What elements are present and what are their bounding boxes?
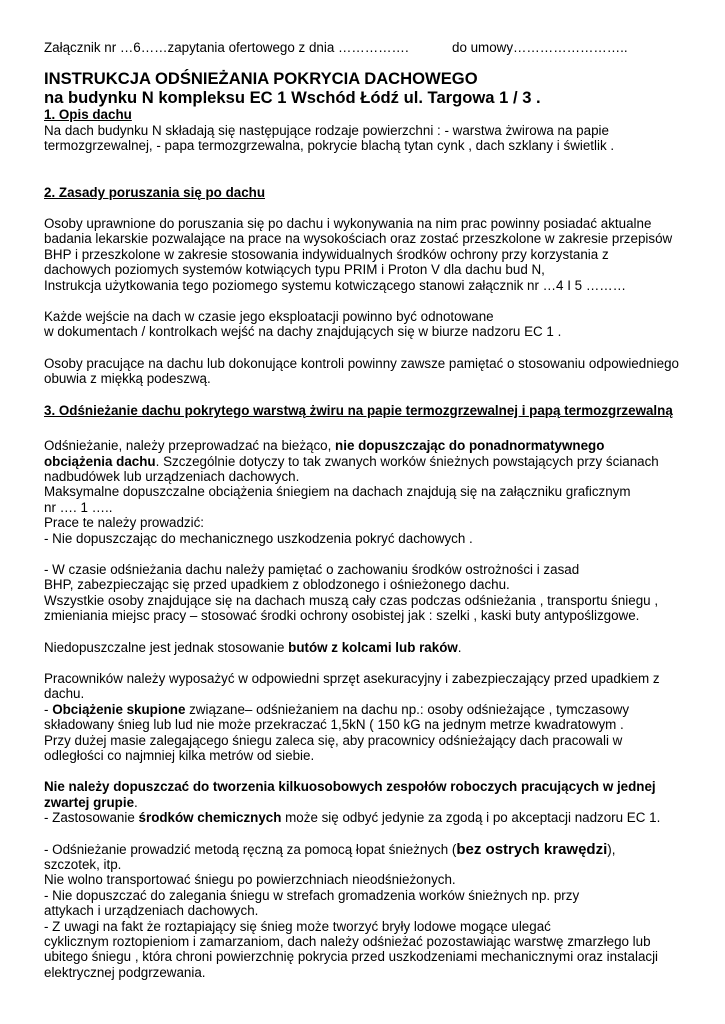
section-3-line: nr …. 1 ….. [44, 499, 113, 515]
document-title: INSTRUKCJA ODŚNIEŻANIA POKRYCIA DACHOWEGO [44, 69, 478, 89]
section-3-line [44, 779, 685, 794]
section-3-line: - Z uwagi na fakt że roztapiający się śnieg może tworzyć bryły lodowe mogące ulegać [44, 918, 551, 934]
attachment-reference: Załącznik nr …6……zapytania ofertowego z dnia ……………. [44, 40, 409, 55]
section-3-line [44, 438, 685, 453]
emphasis-text: butów z kolcami lub raków [288, 639, 458, 655]
text-run: związane– odśnieżaniem na dachu np.: osoby odśnieżające , tymczasowy [185, 701, 630, 717]
section-1-line: termozgrzewalnej, - papa termozgrzewalna, pokrycie blachą tytan cynk , dach szklany i świetlik . [44, 138, 615, 154]
section-3-line: BHP, zabezpieczając się przed upadkiem z oblodzonego i ośnieżonego dachu. [44, 577, 510, 593]
attachment-header [44, 40, 685, 55]
text-run: - Zastosowanie [44, 810, 139, 826]
emphasis-text: Obciążenie skupione [52, 701, 186, 717]
emphasis-text: środków chemicznych [138, 810, 282, 826]
emphasis-text: Nie należy dopuszczać do tworzenia kilkuosobowych zespołów roboczych pracujących w jednej [44, 779, 656, 795]
section-2-line: Osoby pracujące na dachu lub dokonujące kontroli powinny zawsze pamiętać o stosowaniu odpowiedniego [44, 355, 679, 371]
text-run: Niedopuszczalne jest jednak stosowanie [44, 639, 289, 655]
section-3-line: szczotek, itp. [44, 857, 122, 873]
section-3-heading: 3. Odśnieżanie dachu pokrytego warstwą żwiru na papie termozgrzewalnej i papą termozgrzewalną [44, 402, 673, 418]
section-3-line: zmieniania miejsc pracy – stosować środki ochrony osobistej jak : szelki , kaski buty antypoślizgowe. [44, 608, 640, 624]
section-3-line: Maksymalne dopuszczalne obciążenia śniegiem na dachach znajdują się na załączniku graficznym [44, 484, 631, 500]
text-run: może się odbyć jedynie za zgodą i po akceptacji nadzoru EC 1. [281, 810, 661, 826]
section-3-line: dachu. [44, 686, 85, 702]
emphasis-text: zwartej grupie [44, 794, 135, 810]
section-1-line: Na dach budynku N składają się następujące rodzaje powierzchni : - warstwa żwirowa na papie [44, 122, 609, 138]
section-3-line: - Nie dopuszczać do zalegania śniegu w strefach gromadzenia worków śnieżnych np. przy [44, 887, 580, 903]
section-3-line [44, 702, 685, 717]
section-3-line: odległości co najmniej kilka metrów od siebie. [44, 748, 315, 763]
section-3-line: Nie wolno transportować śniegu po powierzchniach nieodśnieżonych. [44, 872, 456, 888]
section-2-heading: 2. Zasady poruszania się po dachu [44, 184, 266, 200]
emphasis-text: nie dopuszczając do ponadnormatywnego [335, 438, 605, 454]
section-3-line: Prace te należy prowadzić: [44, 515, 205, 531]
section-3-line [44, 842, 685, 857]
section-3-line [44, 640, 685, 655]
section-2-line: w dokumentach / kontrolkach wejść na dachy znajdujących się w biurze nadzoru EC 1 . [44, 324, 562, 340]
section-3-line: Przy dużej masie zalegającego śniegu zaleca się, aby pracownicy odśnieżający dach pracowali w [44, 732, 623, 748]
section-3-line [44, 795, 685, 810]
section-2-line: badania lekarskie pozwalające na prace na wysokościach oraz zostać przeszkolone w zakresie przepisów [44, 231, 673, 247]
section-2-line: BHP i przeszkolone w zakresie stosowania indywidualnych środków ochrony przy korzystania z [44, 246, 609, 262]
text-run: ), [607, 841, 616, 857]
section-3-line: nadbudówek lub urządzeniach dachowych. [44, 468, 300, 484]
section-2-line: Instrukcja użytkowania tego poziomego systemu kotwiczącego stanowi załącznik nr …4 I 5 ……… [44, 277, 627, 293]
contract-reference: do umowy…………………….. [452, 40, 628, 55]
section-3-line: składowany śnieg lub lud nie może przekraczać 1,5kN ( 150 kG na jednym metrze kwadratowym . [44, 717, 624, 733]
section-2-line: obuwia z miękką podeszwą. [44, 371, 211, 387]
section-3-line: Wszystkie osoby znajdujące się na dachach muszą cały czas podczas odśnieżania , transportu śniegu , [44, 592, 659, 608]
emphasis-text: bez ostrych krawędzi [456, 840, 608, 858]
section-3-line: cyklicznym roztopieniom i zamarzaniom, dach należy odśnieżać pozostawiając warstwę zmarzłego lub [44, 934, 651, 950]
text-run: . Szczególnie dotyczy to tak zwanych worków śnieżnych powstających przy ścianach [155, 453, 659, 469]
section-3-line: Pracowników należy wyposażyć w odpowiedni sprzęt asekuracyjny i zabezpieczający przed upadkiem z [44, 670, 660, 686]
section-2-line: Każde wejście na dach w czasie jego eksploatacji powinno być odnotowane [44, 309, 494, 325]
section-1-heading: 1. Opis dachu [44, 107, 132, 123]
section-3-line: elektrycznej podgrzewania. [44, 964, 206, 980]
section-2-line: dachowych poziomych systemów kotwiących typu PRIM i Proton V dla dachu bud N, [44, 262, 545, 278]
emphasis-text: obciążenia dachu [44, 453, 156, 469]
section-3-line: attykach i urządzeniach dachowych. [44, 903, 259, 919]
document-subtitle: na budynku N kompleksu EC 1 Wschód Łódź ul. Targowa 1 / 3 . [44, 88, 541, 108]
section-3-line: - Nie dopuszczając do mechanicznego uszkodzenia pokryć dachowych . [44, 530, 473, 546]
text-run: . [134, 794, 138, 810]
section-3-line: ubitego śniegu , która chroni powierzchnię pokrycia przed uszkodzeniami mechanicznymi oraz instalacji [44, 949, 659, 965]
text-run: . [457, 639, 462, 655]
text-run: - Odśnieżanie prowadzić metodą ręczną za pomocą łopat śnieżnych ( [44, 841, 457, 857]
text-run: - [44, 701, 53, 717]
section-3-line [44, 810, 685, 825]
section-3-line: - W czasie odśnieżania dachu należy pamiętać o zachowaniu środków ostrożności i zasad [44, 561, 580, 577]
text-run: Odśnieżanie, należy przeprowadzać na bieżąco, [44, 438, 336, 454]
section-2-line: Osoby uprawnione do poruszania się po dachu i wykonywania na nim prac powinny posiadać aktualne [44, 216, 652, 232]
section-3-line [44, 454, 685, 469]
